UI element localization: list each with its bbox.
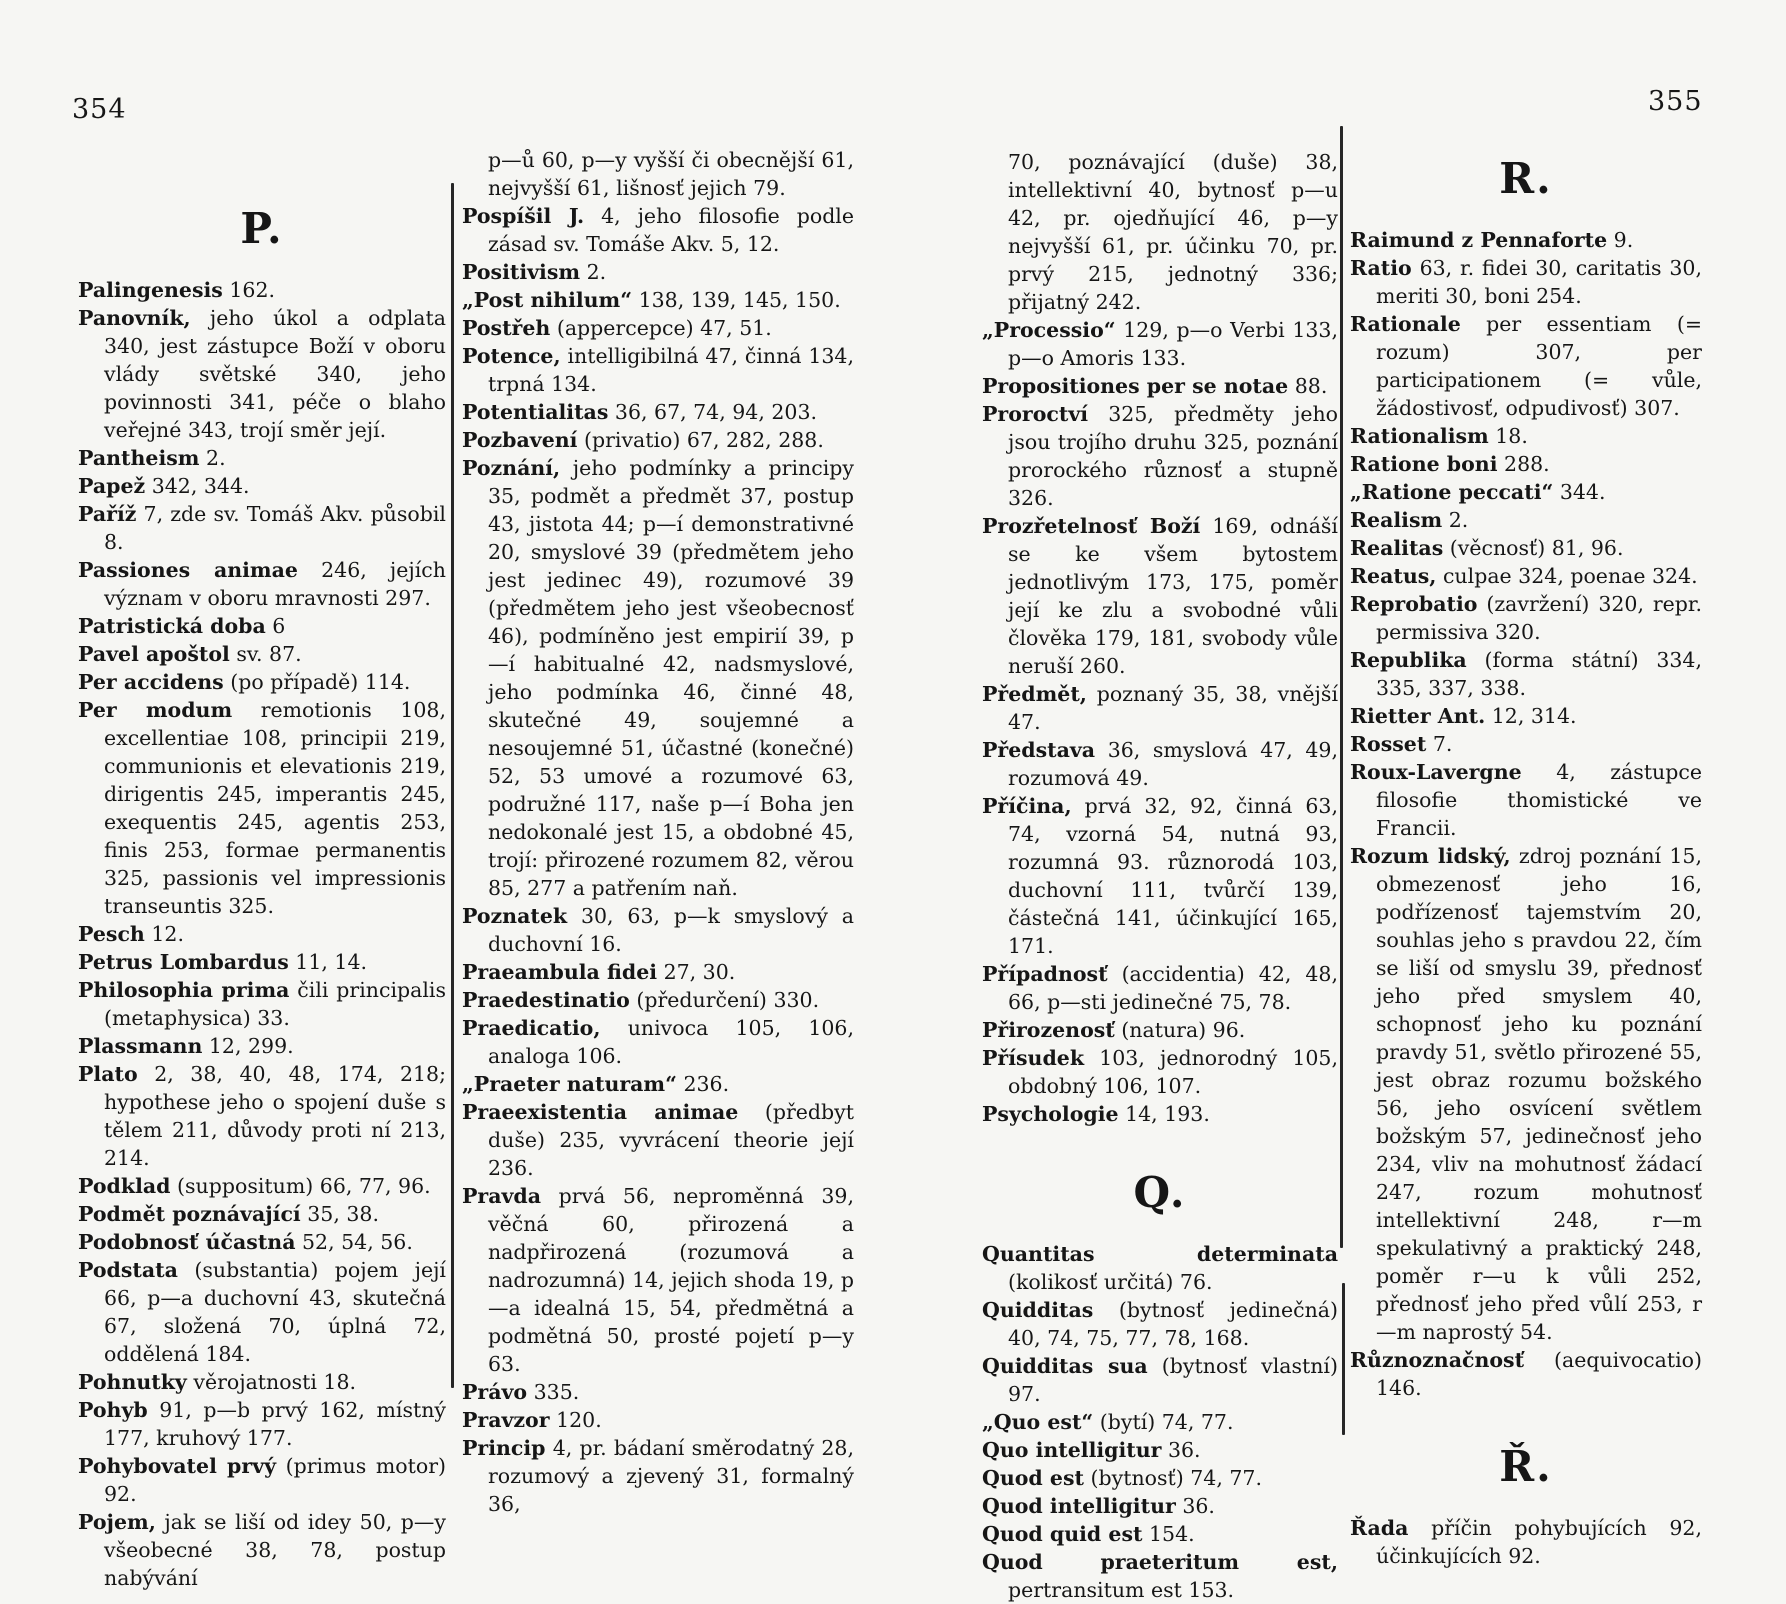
entry-text: 12, 314. — [1491, 704, 1577, 728]
entry-text: poznaný 35, 38, vnější 47. — [1008, 682, 1338, 734]
index-entry — [78, 1060, 446, 1172]
entry-term: Podklad — [78, 1174, 171, 1198]
index-entry — [78, 304, 446, 444]
section-heading-q: Q. — [1133, 1168, 1187, 1217]
entry-term: Rosset — [1350, 732, 1427, 756]
entry-term: Quantitas determinata — [982, 1242, 1338, 1266]
entry-text: 12, 299. — [208, 1034, 294, 1058]
index-entry — [78, 976, 446, 1032]
entry-term: Proroctví — [982, 402, 1089, 426]
index-entry — [78, 1256, 446, 1368]
entry-term: Podmět poznávající — [78, 1202, 301, 1226]
entry-text: 246, jejích význam v oboru mravnosti 297. — [104, 558, 446, 610]
index-entry — [462, 1014, 854, 1070]
index-entry — [462, 1378, 854, 1406]
entry-term: Reatus, — [1350, 564, 1437, 588]
entry-text: 162. — [229, 278, 276, 302]
index-entry — [982, 1100, 1338, 1128]
entry-term: Rationalism — [1350, 424, 1489, 448]
index-entry — [1350, 422, 1702, 450]
entry-text: (zavržení) 320, repr. permissiva 320. — [1376, 592, 1702, 644]
entry-term: Pohybovatel prvý — [78, 1454, 277, 1478]
entry-term: Princip — [462, 1436, 546, 1460]
entry-text: pertransitum est 153. — [1008, 1578, 1235, 1602]
entry-term: Postřeh — [462, 316, 551, 340]
entry-text: 91, p—b prvý 162, místný 177, kruhový 177. — [104, 1398, 446, 1450]
entry-text: remotionis 108, excellentiae 108, principii 219, communionis et elevationis 219, dirigentis 245, imperantis 245, exequentis 245, agentis 253, finis 253, formae permanentis 325, passionis vel impressionis transeuntis 325. — [104, 698, 446, 918]
index-entry — [982, 1464, 1338, 1492]
index-entry — [982, 316, 1338, 372]
entry-term: Ratio — [1350, 256, 1412, 280]
entry-term: Pojem, — [78, 1510, 156, 1534]
entry-text: (primus motor) 92. — [104, 1454, 446, 1506]
entry-text: univoca 105, 106, analoga 106. — [488, 1016, 854, 1068]
entry-text: 27, 30. — [663, 960, 736, 984]
entry-term: Quod praeteritum est, — [982, 1550, 1338, 1574]
entry-text: 236. — [683, 1072, 730, 1096]
entry-text: 30, 63, p—k smyslový a duchovní 16. — [488, 904, 854, 956]
entry-term: Reprobatio — [1350, 592, 1478, 616]
index-entry — [78, 1508, 446, 1592]
entry-text: 342, 344. — [151, 474, 250, 498]
index-column-2 — [462, 146, 854, 1518]
entry-text: 52, 54, 56. — [302, 1230, 413, 1254]
entry-text: intelligibilná 47, činná 134, trpná 134. — [488, 344, 854, 396]
index-entry — [982, 960, 1338, 1016]
index-entry — [1350, 590, 1702, 646]
entry-term: Passiones animae — [78, 558, 298, 582]
entry-term: Quod quid est — [982, 1522, 1143, 1546]
entry-text: 18. — [1495, 424, 1528, 448]
section-heading-r: R. — [1499, 154, 1553, 203]
entry-text: 88. — [1294, 374, 1328, 398]
index-column-4 — [1350, 154, 1702, 1570]
entry-term: Předmět, — [982, 682, 1087, 706]
entry-text: (kolikosť určitá) 76. — [1008, 1270, 1213, 1294]
index-entry — [1350, 1514, 1702, 1570]
index-entry — [462, 1070, 854, 1098]
entry-text: 288. — [1504, 452, 1550, 476]
index-entry — [462, 314, 854, 342]
entry-text: jeho úkol a odplata 340, jest zástupce Boží v oboru vlády světské 340, jeho povinnosti 341, péče o blaho veřejné 343, trojí směr její. — [104, 306, 446, 442]
entry-term: Pospíšil J. — [462, 204, 585, 228]
entry-text: culpae 324, poenae 324. — [1442, 564, 1698, 588]
entry-term: Příčina, — [982, 794, 1072, 818]
entry-term: Per modum — [78, 698, 233, 722]
index-column-1 — [78, 204, 446, 1592]
entry-term: Potentialitas — [462, 400, 609, 424]
index-entry — [78, 612, 446, 640]
entry-term: Představa — [982, 738, 1096, 762]
entry-term: Rozum lidský, — [1350, 844, 1511, 868]
entry-text: 129, p—o Verbi 133, p—o Amoris 133. — [1008, 318, 1338, 370]
entry-term: Pohyb — [78, 1398, 148, 1422]
entry-term: Realism — [1350, 508, 1443, 532]
entry-term: Psychologie — [982, 1102, 1119, 1126]
index-entry — [982, 1436, 1338, 1464]
index-entry — [982, 736, 1338, 792]
entry-text: (po případě) 114. — [230, 670, 411, 694]
index-entry — [78, 1396, 446, 1452]
index-entry — [78, 1200, 446, 1228]
index-entry — [462, 398, 854, 426]
entry-term: Philosophia prima — [78, 978, 290, 1002]
entry-term: Roux-Lavergne — [1350, 760, 1522, 784]
entry-text: 14, 193. — [1125, 1102, 1210, 1126]
entry-text: 36. — [1167, 1438, 1201, 1462]
entry-term: Přísudek — [982, 1046, 1085, 1070]
index-entry — [982, 680, 1338, 736]
entry-text: příčin pohybujících 92, účinkujících 92. — [1376, 1516, 1702, 1568]
entry-term: Poznatek — [462, 904, 568, 928]
entry-term: Potence, — [462, 344, 561, 368]
entry-text: (privatio) 67, 282, 288. — [583, 428, 824, 452]
index-entry — [1350, 1346, 1702, 1402]
entry-term: Pavel apoštol — [78, 642, 230, 666]
entry-term: Rationale — [1350, 312, 1461, 336]
index-entry — [1350, 310, 1702, 422]
entry-term: „Ratione peccati“ — [1350, 480, 1554, 504]
index-entry — [78, 276, 446, 304]
index-entry — [462, 1098, 854, 1182]
entry-term: Quod est — [982, 1466, 1084, 1490]
entry-text: (natura) 96. — [1121, 1018, 1246, 1042]
index-entry-continuation — [982, 148, 1338, 316]
entry-term: Podobnosť účastná — [78, 1230, 296, 1254]
index-entry — [462, 286, 854, 314]
entry-term: Praedestinatio — [462, 988, 630, 1012]
entry-text: 103, jednorodný 105, obdobný 106, 107. — [1008, 1046, 1338, 1098]
page-number-left: 354 — [72, 94, 127, 125]
entry-text: p—ů 60, p—y vyšší či obecnější 61, nejvyšší 61, lišnosť jejich 79. — [488, 148, 854, 200]
entry-term: Plassmann — [78, 1034, 203, 1058]
index-entry — [1350, 758, 1702, 842]
index-entry — [982, 1492, 1338, 1520]
entry-term: Případnosť — [982, 962, 1108, 986]
entry-term: Různoznačnosť — [1350, 1348, 1525, 1372]
index-entry — [982, 372, 1338, 400]
index-entry — [982, 1016, 1338, 1044]
index-entry — [1350, 478, 1702, 506]
entry-term: Pesch — [78, 922, 145, 946]
entry-text: 7, zde sv. Tomáš Akv. působil 8. — [104, 502, 446, 554]
index-entry — [78, 444, 446, 472]
entry-term: Per accidens — [78, 670, 224, 694]
entry-text: (bytnosť) 74, 77. — [1090, 1466, 1262, 1490]
entry-text: 335. — [533, 1380, 580, 1404]
index-entry — [462, 202, 854, 258]
entry-text: 169, odnáší se ke všem bytostem jednotlivým 173, 175, poměr její ke zlu a svobodné vůli člověka 179, 181, svobody vůle neruší 260. — [1008, 514, 1338, 678]
entry-term: „Praeter naturam“ — [462, 1072, 677, 1096]
index-entry — [982, 400, 1338, 512]
entry-term: Patristická doba — [78, 614, 266, 638]
entry-text: prvá 56, neproměnná 39, věčná 60, přirozená a nadpřirozená (rozumová a nadrozumná) 14, jejich shoda 19, p—a idealná 15, 54, předmětná a podmětná 50, prosté pojetí p—y 63. — [488, 1184, 854, 1376]
entry-text: 154. — [1149, 1522, 1195, 1546]
entry-text: čili principalis (metaphysica) 33. — [104, 978, 446, 1030]
entry-term: Podstata — [78, 1258, 178, 1282]
entry-text: 35, 38. — [307, 1202, 379, 1226]
index-entry — [78, 1172, 446, 1200]
entry-text: 4, jeho filosofie podle zásad sv. Tomáše Akv. 5, 12. — [488, 204, 854, 256]
entry-text: 2, 38, 40, 48, 174, 218; hypothese jeho o spojení duše s tělem 211, důvody proti ní 213, 214. — [104, 1062, 446, 1170]
entry-text: 325, předměty jeho jsou trojího druhu 325, poznání prorockého různosť a stupně 326. — [1008, 402, 1338, 510]
entry-term: Papež — [78, 474, 146, 498]
index-column-3 — [982, 148, 1338, 1604]
section-heading-p: P. — [240, 204, 284, 253]
entry-text: 6 — [272, 614, 286, 638]
entry-text: 63, r. fidei 30, caritatis 30, meriti 30, boni 254. — [1376, 256, 1702, 308]
index-entry — [462, 426, 854, 454]
entry-text: (substantia) pojem její 66, p—a duchovní 43, skutečná 67, složená 70, úplná 72, oddělená 184. — [104, 1258, 446, 1366]
entry-term: „Quo est“ — [982, 1410, 1094, 1434]
entry-term: Raimund z Pennaforte — [1350, 228, 1608, 252]
entry-text: (předurčení) 330. — [636, 988, 820, 1012]
index-entry — [462, 1434, 854, 1518]
index-entry — [982, 1520, 1338, 1548]
entry-text: 2. — [586, 260, 607, 284]
entry-term: Praeambula fidei — [462, 960, 658, 984]
entry-term: Propositiones per se notae — [982, 374, 1289, 398]
entry-term: Palingenesis — [78, 278, 223, 302]
index-entry — [1350, 506, 1702, 534]
entry-term: Realitas — [1350, 536, 1444, 560]
entry-text: (bytnosť jedinečná) 40, 74, 75, 77, 78, 168. — [1008, 1298, 1338, 1350]
index-entry — [462, 1182, 854, 1378]
index-entry — [982, 1240, 1338, 1296]
entry-text: (aequivocatio) 146. — [1376, 1348, 1702, 1400]
entry-term: Quod intelligitur — [982, 1494, 1176, 1518]
entry-term: Ratione boni — [1350, 452, 1498, 476]
index-entry-continuation — [462, 146, 854, 202]
entry-term: Praeexistentia animae — [462, 1100, 739, 1124]
index-entry — [1350, 646, 1702, 702]
entry-term: Pantheism — [78, 446, 200, 470]
index-entry — [78, 1368, 446, 1396]
entry-text: sv. 87. — [236, 642, 302, 666]
column-divider-rule — [451, 183, 454, 1388]
entry-text: (bytí) 74, 77. — [1099, 1410, 1234, 1434]
entry-text: 4, pr. bádaní směrodatný 28, rozumový a zjevený 31, formalný 36, — [488, 1436, 854, 1516]
entry-term: Pohnutky — [78, 1370, 187, 1394]
index-entry — [78, 948, 446, 976]
index-entry — [462, 258, 854, 286]
entry-term: Prozřetelnosť Boží — [982, 514, 1201, 538]
entry-text: 344. — [1559, 480, 1606, 504]
index-entry — [1350, 730, 1702, 758]
entry-text: věrojatnosti 18. — [193, 1370, 357, 1394]
entry-text: (forma státní) 334, 335, 337, 338. — [1376, 648, 1702, 700]
index-entry — [78, 472, 446, 500]
entry-text: 12. — [151, 922, 184, 946]
index-entry — [78, 668, 446, 696]
column-divider-rule — [1342, 1283, 1345, 1435]
index-entry — [982, 1352, 1338, 1408]
entry-text: 36. — [1182, 1494, 1215, 1518]
entry-term: Quo intelligitur — [982, 1438, 1162, 1462]
entry-term: Quidditas — [982, 1298, 1094, 1322]
index-entry — [1350, 450, 1702, 478]
entry-term: Praedicatio, — [462, 1016, 601, 1040]
entry-text: 120. — [556, 1408, 602, 1432]
entry-text: (předbyt duše) 235, vyvrácení theorie její 236. — [488, 1100, 854, 1180]
entry-text: (accidentia) 42, 48, 66, p—sti jedinečné 75, 78. — [1008, 962, 1338, 1014]
index-entry — [462, 1406, 854, 1434]
entry-term: Přirozenosť — [982, 1018, 1115, 1042]
index-entry — [982, 512, 1338, 680]
index-entry — [462, 342, 854, 398]
entry-text: jak se liší od idey 50, p—y všeobecné 38, 78, postup nabývání — [104, 1510, 446, 1590]
index-entry — [1350, 534, 1702, 562]
index-entry — [982, 792, 1338, 960]
entry-term: Plato — [78, 1062, 138, 1086]
index-entry — [78, 556, 446, 612]
entry-text: prvá 32, 92, činná 63, 74, vzorná 54, nutná 93, rozumná 93. různorodá 103, duchovní 111, tvůrčí 139, částečná 141, účinkující 165, 171. — [1008, 794, 1338, 958]
entry-term: Quidditas sua — [982, 1354, 1148, 1378]
entry-text: 138, 139, 145, 150. — [638, 288, 841, 312]
entry-term: Pravzor — [462, 1408, 550, 1432]
index-entry — [78, 640, 446, 668]
index-entry — [462, 454, 854, 902]
entry-text: per essentiam (= rozum) 307, per participationem (= vůle, žádostivosť, odpudivosť) 307. — [1376, 312, 1702, 420]
index-entry — [462, 958, 854, 986]
entry-text: jeho podmínky a principy 35, podmět a předmět 37, postup 43, jistota 44; p—í demonstrativné 20, smyslové 39 (předmětem jeho jest jedinec 49), rozumové 39 (předmětem jeho jest všeobecnosť 46), podmíněno jest empirií 39, p—í habitualné 42, nadsmyslové, jeho podmínka 46, činné 48, skutečné 49, soujemné a nesoujemné 51, účastné (konečné) 52, 53 umové a rozumové 63, podružné 117, naše p—í Boha jen nedokonalé jest 15, a obdobné 45, trojí: přirozené rozumem 82, věrou 85, 277 a patřením naň. — [488, 456, 854, 900]
entry-term: Poznání, — [462, 456, 561, 480]
index-entry — [1350, 226, 1702, 254]
entry-text: 36, smyslová 47, 49, rozumová 49. — [1008, 738, 1338, 790]
entry-term: „Post nihilum“ — [462, 288, 633, 312]
index-entry — [78, 1228, 446, 1256]
entry-term: Republika — [1350, 648, 1467, 672]
entry-text: (suppositum) 66, 77, 96. — [177, 1174, 431, 1198]
column-divider-rule — [1340, 126, 1343, 1248]
entry-term: Panovník, — [78, 306, 191, 330]
entry-term: Řada — [1350, 1516, 1409, 1540]
entry-text: (bytnosť vlastní) 97. — [1008, 1354, 1338, 1406]
entry-text: (appercepce) 47, 51. — [556, 316, 772, 340]
entry-term: Petrus Lombardus — [78, 950, 289, 974]
entry-text: 2. — [1448, 508, 1469, 532]
entry-text: 7. — [1432, 732, 1453, 756]
entry-text: 9. — [1613, 228, 1634, 252]
index-entry — [78, 500, 446, 556]
index-entry — [462, 902, 854, 958]
index-entry — [982, 1044, 1338, 1100]
entry-term: Rietter Ant. — [1350, 704, 1486, 728]
entry-text: (věcnosť) 81, 96. — [1449, 536, 1624, 560]
index-entry — [982, 1296, 1338, 1352]
index-entry — [982, 1548, 1338, 1604]
entry-term: Právo — [462, 1380, 528, 1404]
entry-text: 36, 67, 74, 94, 203. — [614, 400, 818, 424]
index-entry — [1350, 562, 1702, 590]
index-entry — [1350, 842, 1702, 1346]
entry-text: 70, poznávající (duše) 38, intellektivní 40, bytnosť p—u 42, pr. ojedňující 46, p—y nejvyšší 61, pr. účinku 70, pr. prvý 215, jednotný 336; přijatný 242. — [1008, 150, 1338, 314]
entry-text: 11, 14. — [295, 950, 368, 974]
index-entry — [78, 1032, 446, 1060]
index-entry — [982, 1408, 1338, 1436]
entry-term: Pozbavení — [462, 428, 578, 452]
index-entry — [462, 986, 854, 1014]
entry-term: Positivism — [462, 260, 581, 284]
section-heading-ř: Ř. — [1499, 1442, 1553, 1491]
page-number-right: 355 — [1648, 86, 1703, 117]
entry-term: Pravda — [462, 1184, 542, 1208]
index-entry — [78, 696, 446, 920]
index-entry — [78, 920, 446, 948]
entry-text: 4, zástupce filosofie thomistické ve Francii. — [1376, 760, 1702, 840]
entry-term: „Processio“ — [982, 318, 1116, 342]
index-entry — [1350, 702, 1702, 730]
index-entry — [1350, 254, 1702, 310]
entry-term: Paříž — [78, 502, 137, 526]
entry-text: zdroj poznání 15, obmezenosť jeho 16, podřízenosť tajemstvím 20, souhlas jeho s pravdou 22, čím se liší od smyslu 39, přednosť jeho před smyslem 40, schopnosť jeho ku poznání pravdy 51, světlo přirozené 55, jest obraz rozumu božského 56, jeho osvícení světlem božským 57, jedinečnosť jeho 234, vliv na mohutnosť žádací 247, rozum mohutnosť intellektivní 248, r—m spekulativný a praktický 248, poměr r—u k vůli 252, přednosť jeho před vůlí 253, r—m naprostý 54. — [1376, 844, 1702, 1344]
entry-text: 2. — [206, 446, 226, 470]
